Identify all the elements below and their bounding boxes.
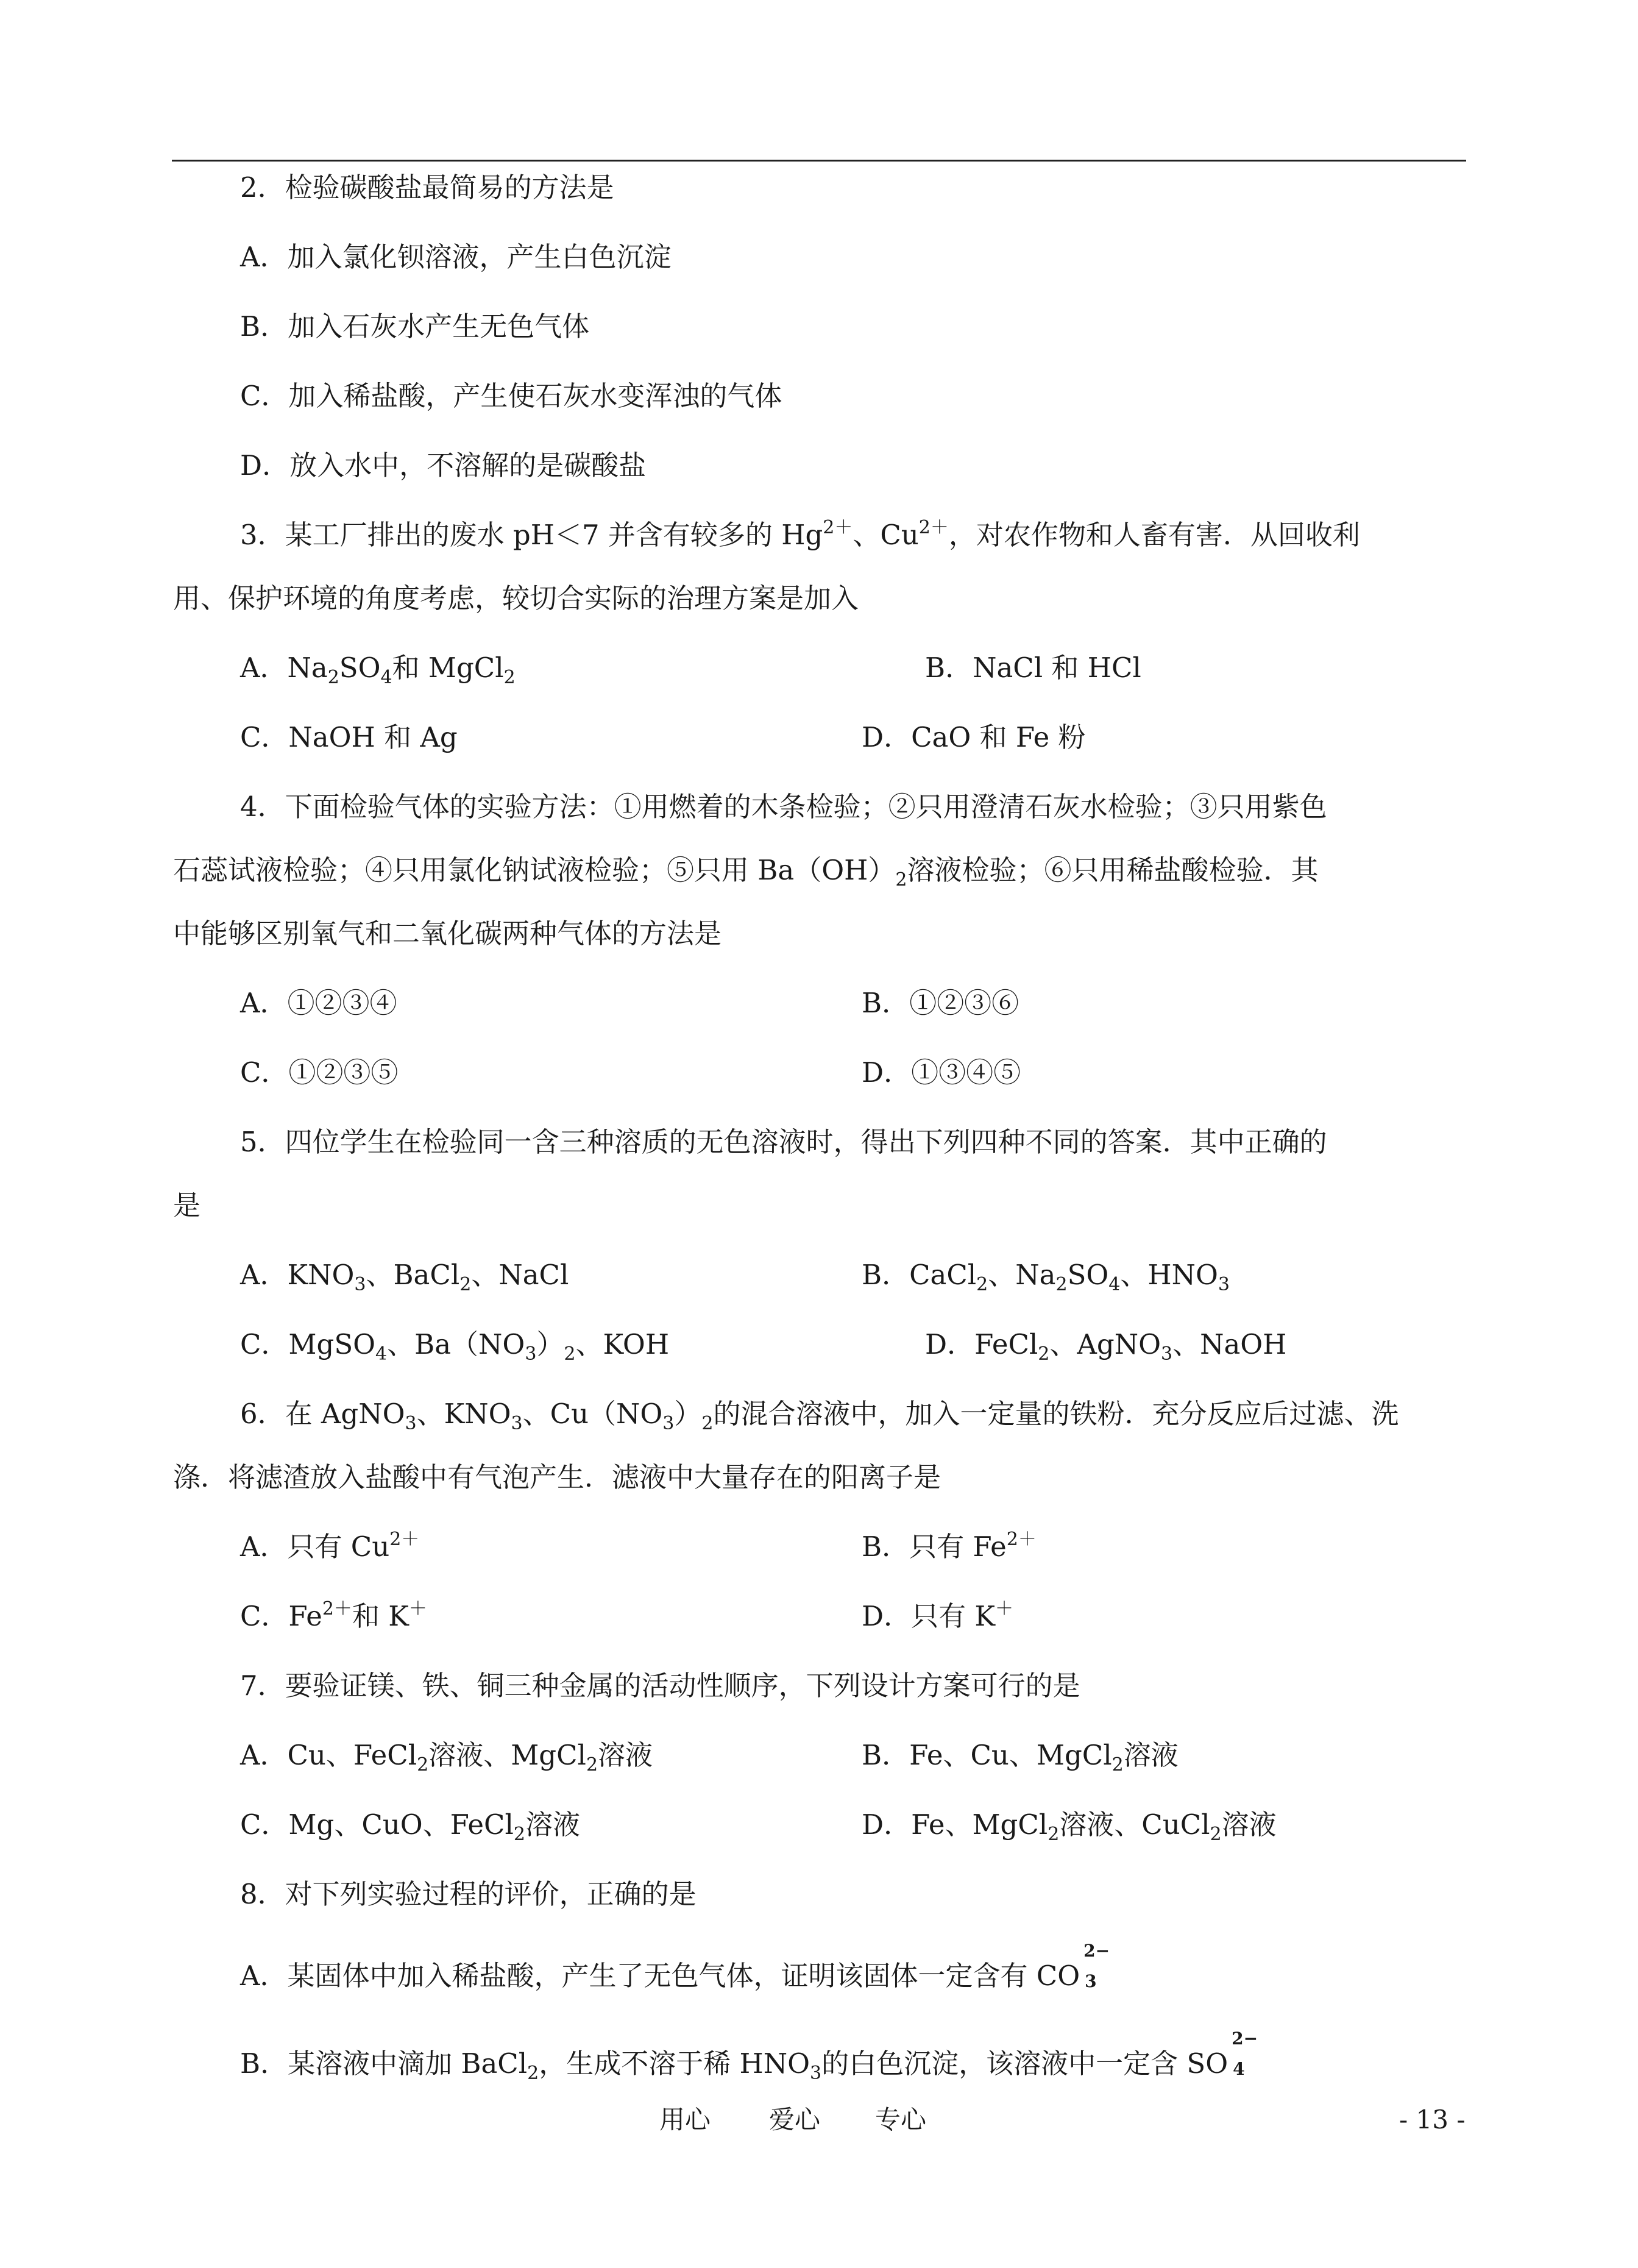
q6-stem-line2: 涤．将滤渣放入盐酸中有气泡产生．滤液中大量存在的阳离子是 — [173, 1461, 941, 1493]
q7-option-c: C．Mg、CuO、FeCl$_2$溶液 — [240, 1808, 580, 1845]
q3-option-a: A．$Na_2SO_4$和 MgCl$_2$ — [240, 652, 516, 688]
q8-option-b: B．某溶液中滴加 BaCl$_2$，生成不溶于稀 $HNO_3$的白色沉淀，该溶液中一定含 SO 2− 4 — [240, 2028, 1258, 2084]
q5-option-d: D．FeCl$_2$、AgNO$_3$、NaOH — [925, 1328, 1287, 1365]
q4-option-b: B．①②③⑥ — [862, 987, 1019, 1019]
q2-option-a: A．加入氯化钡溶液，产生白色沉淀 — [240, 241, 672, 273]
q4-option-c: C．①②③⑤ — [240, 1056, 399, 1089]
q7-option-d: D．Fe、MgCl$_2$溶液、CuCl$_2$溶液 — [862, 1808, 1277, 1845]
q4-stem-line1: 4．下面检验气体的实验方法：①用燃着的木条检验；②只用澄清石灰水检验；③只用紫色 — [240, 791, 1327, 823]
q4-stem-line2: 石蕊试液检验；④只用氯化钠试液检验；⑤只用 $Ba(OH)_2$溶液检验；⑥只用稀盐酸检验．其 — [173, 854, 1319, 890]
footer-slogan-3: 专心 — [875, 2105, 927, 2135]
q6-option-a: A．只有 $Cu^{2+}$ — [240, 1529, 420, 1563]
q5-stem-line2: 是 — [173, 1189, 201, 1221]
header-rule — [172, 160, 1466, 162]
q2-option-d: D．放入水中，不溶解的是碳酸盐 — [240, 449, 647, 482]
q5-option-c: C．MgSO$_4$、$Ba(NO_3)_2$、KOH — [240, 1328, 670, 1365]
q2-option-b: B．加入石灰水产生无色气体 — [240, 310, 590, 343]
q2-stem: 2．检验碳酸盐最简易的方法是 — [240, 171, 614, 204]
q2-option-c: C．加入稀盐酸，产生使石灰水变浑浊的气体 — [240, 380, 782, 412]
q6-option-d: D．只有 K＋ — [862, 1598, 1014, 1632]
q8-option-a: A．某固体中加入稀盐酸，产生了无色气体，证明该固体一定含有 CO 2− 3 — [240, 1958, 1102, 1994]
q4-option-d: D．①③④⑤ — [862, 1056, 1021, 1089]
q3-option-b: B．NaCl 和 HCl — [925, 652, 1141, 684]
q3-stem-line1: 3．某工厂排出的废水 pH＜7 并含有较多的 $Hg^{2+}$、$Cu^{2+}$，对农作物和人畜有害．从回收利 — [240, 517, 1360, 551]
q3-option-c: C．NaOH 和 Ag — [240, 721, 458, 753]
q3-stem-line2: 用、保护环境的角度考虑，较切合实际的治理方案是加入 — [173, 582, 859, 614]
footer-slogan-2: 爱心 — [769, 2105, 821, 2135]
carbonate-ion-notation: 2− 3 — [1083, 1941, 1110, 1991]
q6-stem-line1: 6．在 AgNO$_3$、$KNO_3$、$Cu(NO_3)_2$的混合溶液中，加入一定量的铁粉．充分反应后过滤、洗 — [240, 1398, 1399, 1434]
q8-stem: 8．对下列实验过程的评价，正确的是 — [240, 1878, 697, 1910]
q4-option-a: A．①②③④ — [240, 987, 397, 1019]
q7-option-a: A．Cu、FeCl$_2$溶液、MgCl$_2$溶液 — [240, 1739, 653, 1776]
q5-stem-line1: 5．四位学生在检验同一含三种溶质的无色溶液时，得出下列四种不同的答案．其中正确的 — [240, 1126, 1327, 1158]
page-number: - 13 - — [1399, 2105, 1466, 2135]
q3-option-d: D．CaO 和 Fe 粉 — [862, 721, 1086, 753]
q5-option-b: B．CaCl$_2$、$Na_2SO_4$、$HNO_3$ — [862, 1259, 1230, 1295]
q6-option-b: B．只有 $Fe^{2+}$ — [862, 1529, 1037, 1563]
q4-stem-line3: 中能够区别氧气和二氧化碳两种气体的方法是 — [173, 917, 722, 950]
q6-option-c: C．$Fe^{2+}$和 K＋ — [240, 1598, 427, 1632]
footer-slogan-1: 用心 — [659, 2105, 711, 2135]
q5-option-a: A．$KNO_3$、BaCl$_2$、NaCl — [240, 1259, 569, 1295]
q7-stem: 7．要验证镁、铁、铜三种金属的活动性顺序，下列设计方案可行的是 — [240, 1669, 1080, 1702]
q7-option-b: B．Fe、Cu、MgCl$_2$溶液 — [862, 1739, 1179, 1776]
sulfate-ion-notation: 2− 4 — [1232, 2028, 1258, 2079]
